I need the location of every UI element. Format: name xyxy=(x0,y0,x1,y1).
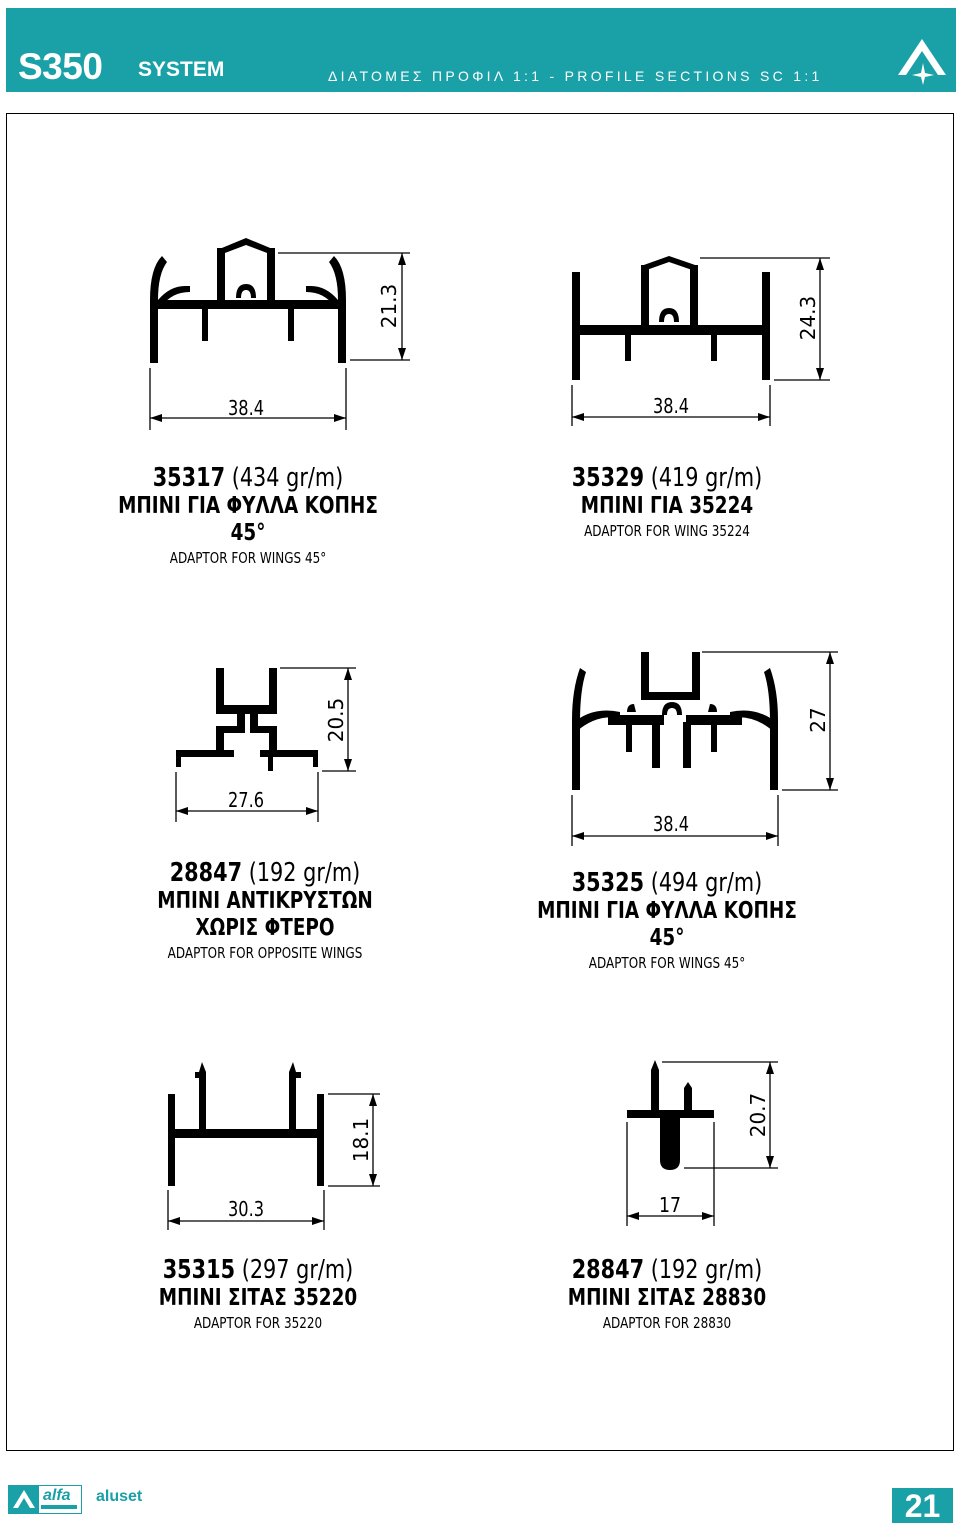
profile-weight: (297 gr/m) xyxy=(241,1255,354,1285)
height-dimension-label: 27 xyxy=(806,707,830,733)
profile-weight: (434 gr/m) xyxy=(231,463,344,493)
profile-35317-dimensions xyxy=(150,253,410,430)
profile-weight: (192 gr/m) xyxy=(248,858,361,888)
width-dimension-label: 27.6 xyxy=(228,788,264,812)
alfa-mark-icon xyxy=(9,1486,39,1513)
profile-caption xyxy=(535,463,799,542)
alfa-logo-bar xyxy=(41,1505,77,1509)
profile-caption xyxy=(133,858,397,964)
profile-35329-section xyxy=(572,256,770,380)
profile-35329-dimensions xyxy=(572,258,830,426)
alfa-brand-logo xyxy=(8,1485,82,1514)
profile-title-english: ADAPTOR FOR WINGS 45° xyxy=(169,549,327,567)
width-dimension-label: 30.3 xyxy=(228,1197,264,1221)
profile-code: 28847 xyxy=(169,858,243,888)
profile-28847-section xyxy=(176,668,318,771)
profile-title-greek: ΜΠΙΝΙ ΣΙΤΑΣ 35220 xyxy=(158,1285,358,1311)
height-dimension-label: 21.3 xyxy=(377,283,401,329)
profile-title-english: ADAPTOR FOR 35220 xyxy=(193,1314,323,1332)
profile-caption xyxy=(116,463,380,569)
system-label: SYSTEM xyxy=(138,58,225,81)
width-dimension-label: 38.4 xyxy=(653,812,689,836)
profile-28847-dimensions xyxy=(176,668,356,822)
profile-35317-section xyxy=(150,238,346,363)
page-subtitle: ΔΙΑΤΟΜΕΣ ΠΡΟΦΙΛ 1:1 - PROFILE SECTIONS SC 1:1 xyxy=(328,68,823,84)
profile-title-english: ADAPTOR FOR WINGS 45° xyxy=(588,954,746,972)
height-dimension-label: 20.5 xyxy=(324,697,348,743)
profile-weight: (419 gr/m) xyxy=(650,463,763,493)
profile-caption xyxy=(535,1255,799,1334)
profile-caption xyxy=(126,1255,390,1334)
width-dimension-label: 17 xyxy=(659,1193,681,1217)
alfa-logo-text: alfa xyxy=(43,1487,71,1504)
profile-28847-screen-section xyxy=(627,1060,714,1170)
profile-weight: (192 gr/m) xyxy=(650,1255,763,1285)
height-dimension-label: 24.3 xyxy=(796,295,820,341)
profile-code: 28847 xyxy=(571,1255,645,1285)
page-number: 21 xyxy=(892,1488,953,1523)
profile-35325-section xyxy=(572,652,778,790)
profile-title-greek: ΜΠΙΝΙ ΓΙΑ ΦΥΛΛΑ ΚΟΠΗΣ 45° xyxy=(118,493,378,546)
profile-title-greek: ΜΠΙΝΙ ΓΙΑ ΦΥΛΛΑ ΚΟΠΗΣ 45° xyxy=(537,898,797,951)
profile-caption xyxy=(535,868,799,974)
width-dimension-label: 38.4 xyxy=(228,396,264,420)
profile-28847-screen-dimensions xyxy=(627,1062,778,1226)
profile-code: 35329 xyxy=(571,463,645,493)
profile-35315-section xyxy=(168,1062,324,1186)
profile-weight: (494 gr/m) xyxy=(650,868,763,898)
profile-title-greek: ΜΠΙΝΙ ΑΝΤΙΚΡΥΣΤΩΝ ΧΩΡΙΣ ΦΤΕΡΟ xyxy=(157,888,373,941)
profile-code: 35317 xyxy=(152,463,226,493)
profile-title-english: ADAPTOR FOR 28830 xyxy=(602,1314,732,1332)
profile-title-greek: ΜΠΙΝΙ ΣΙΤΑΣ 28830 xyxy=(567,1285,767,1311)
height-dimension-label: 18.1 xyxy=(349,1117,373,1163)
width-dimension-label: 38.4 xyxy=(653,394,689,418)
profile-title-english: ADAPTOR FOR WING 35224 xyxy=(584,522,750,540)
profile-title-greek: ΜΠΙΝΙ ΓΙΑ 35224 xyxy=(580,493,754,519)
profile-title-english: ADAPTOR FOR OPPOSITE WINGS xyxy=(167,944,363,962)
series-name: S350 xyxy=(18,46,103,87)
profile-code: 35325 xyxy=(571,868,645,898)
aluset-brand-name: aluset xyxy=(96,1488,143,1505)
profile-35325-dimensions xyxy=(572,652,838,846)
height-dimension-label: 20.7 xyxy=(746,1092,770,1138)
profile-code: 35315 xyxy=(162,1255,236,1285)
